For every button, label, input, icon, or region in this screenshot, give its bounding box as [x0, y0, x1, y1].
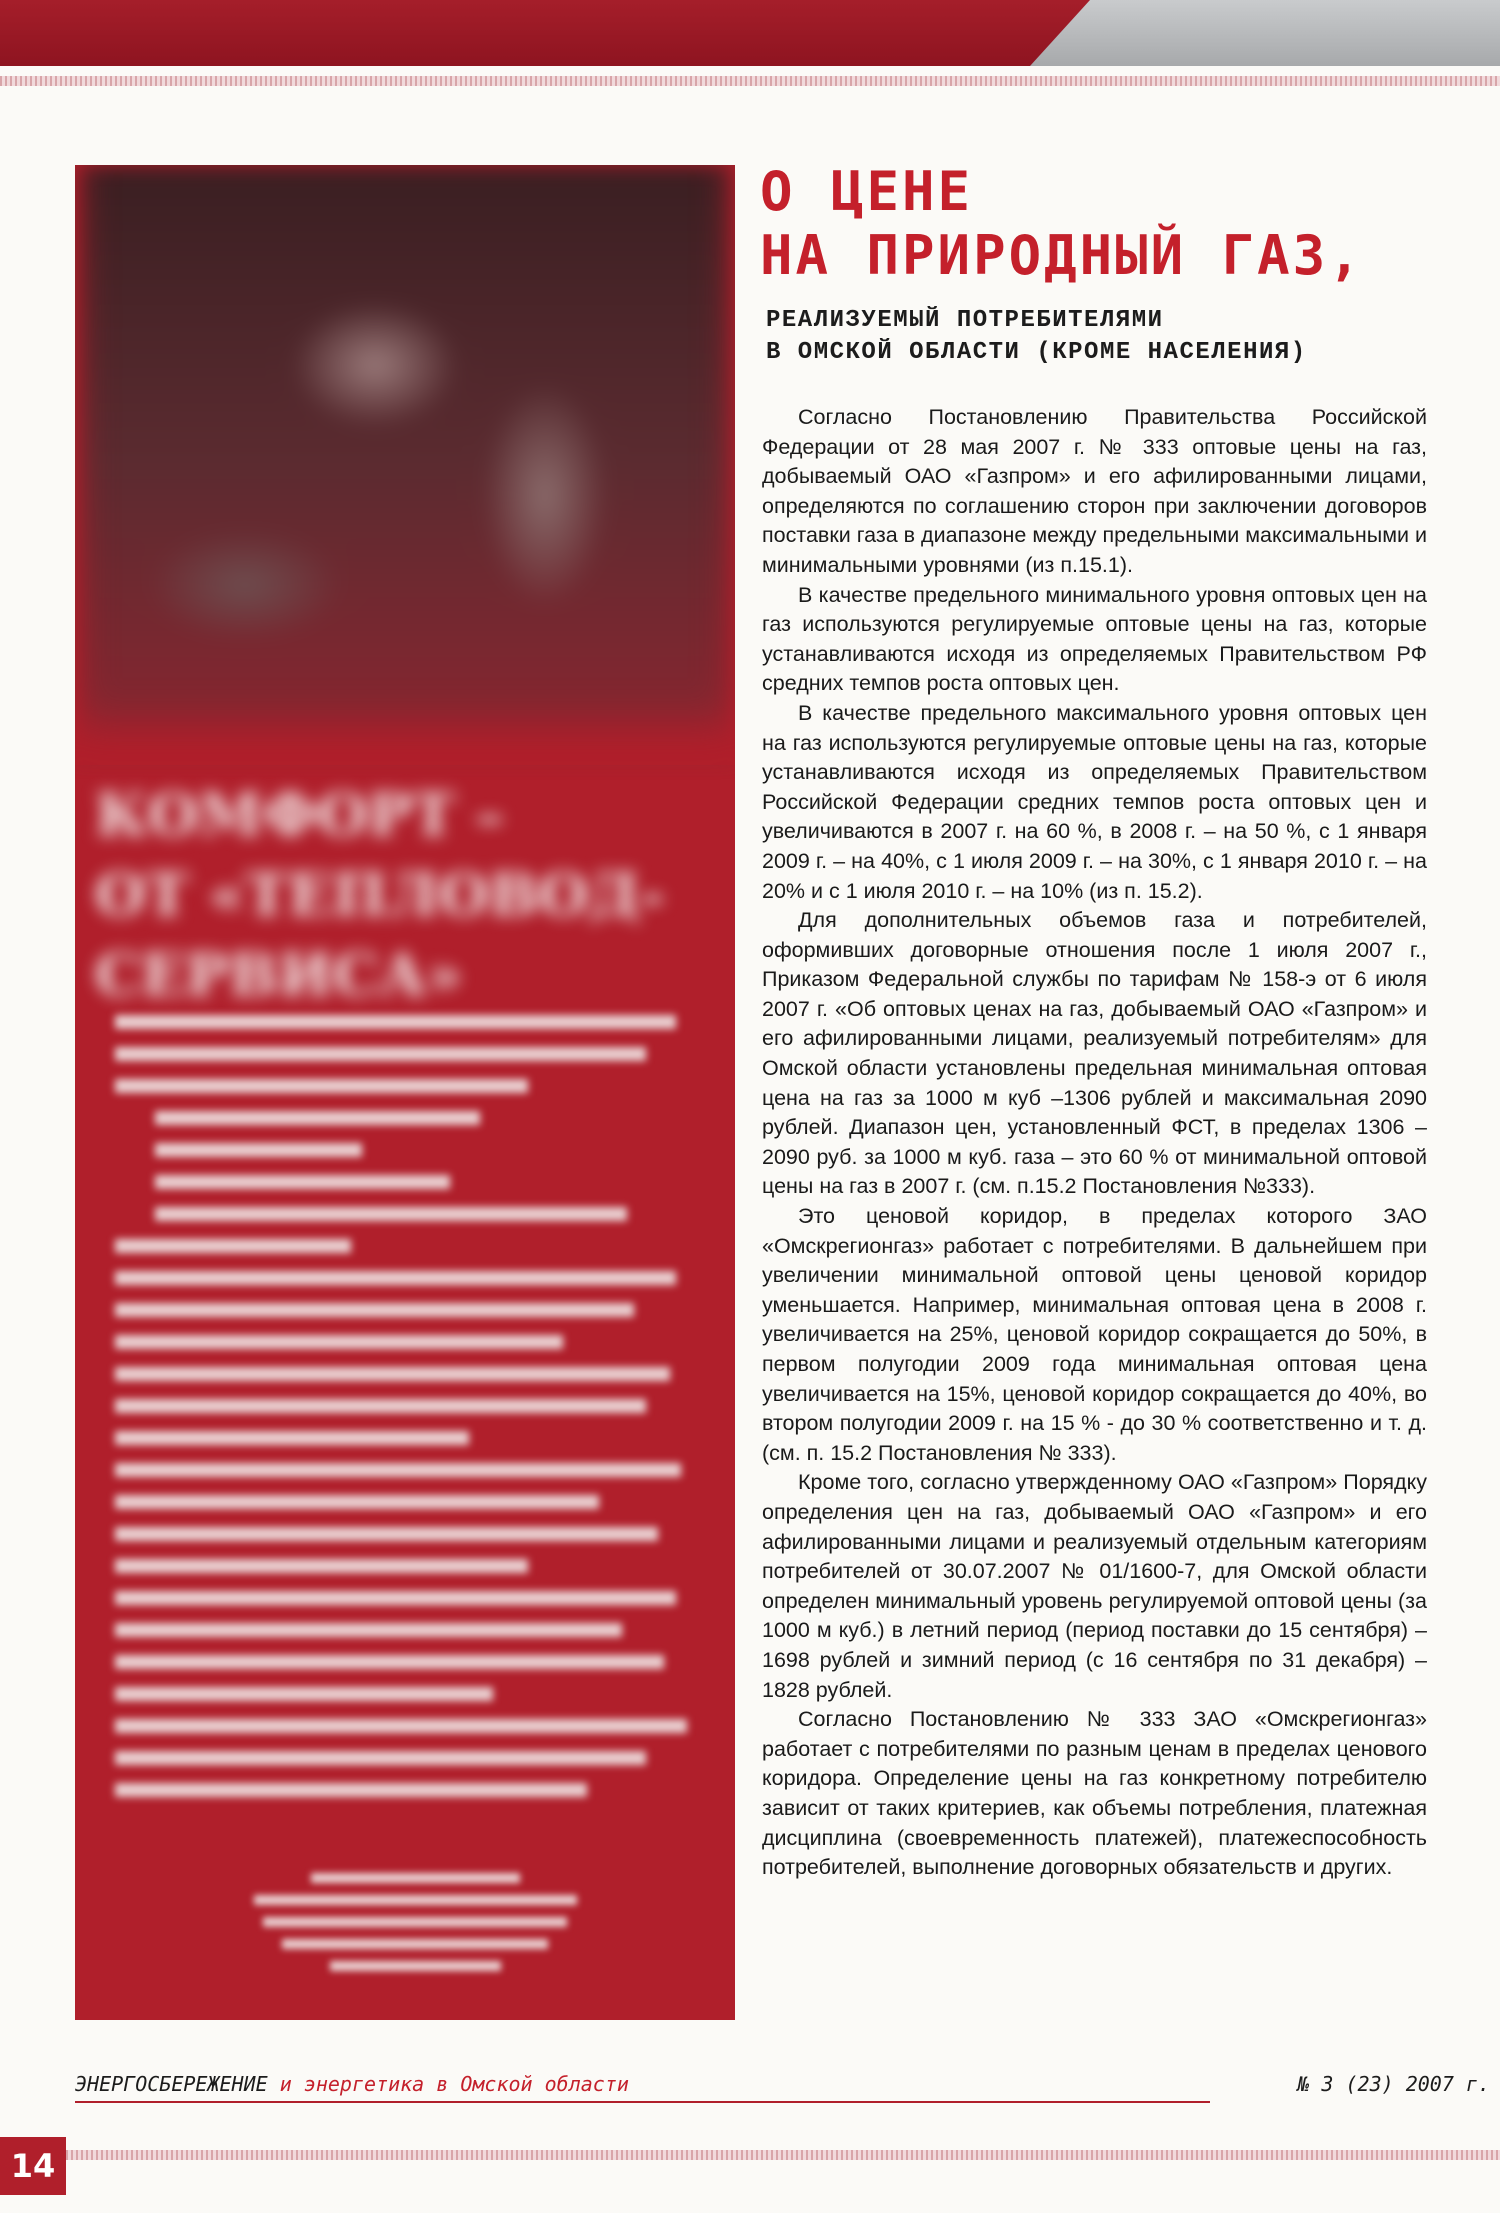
article-subtitle — [766, 305, 1466, 369]
advertisement-photo-fade — [75, 165, 735, 765]
advertisement-headline-line: КОМФОРТ – — [95, 781, 505, 849]
advertisement-headline-line: ОТ «ТЕПЛОВОД- — [95, 861, 665, 929]
advertisement-headline-line: СЕРВИСА» — [95, 941, 463, 1009]
article-paragraph: Для дополнительных объемов газа и потребителей, оформивших договорные отношения после 1 июля 2007 г., Приказом Федеральной службы по тарифам № 158-э от 6 июля 2007 г. «Об оптовых ценах на газ, добываемый ОАО «Газпром» и его афилированными лицами, реализуемый потребителям» для Омской области установлены предельная минимальная оптовая цена на газ за 1000 м куб –1306 рублей и максимальная 2090 рублей. Диапазон цен, установленный ФСТ, в пределах 1306 – 2090 руб. за 1000 м куб. газа – это 60 % от минимальной оптовой цены на газ в 2007 г. (см. п.15.2 Постановления №333). — [762, 908, 1427, 1199]
article-paragraph: Согласно Постановлению Правительства Российской Федерации от 28 мая 2007 г. № 333 оптовые цены на газ, добываемый ОАО «Газпром» и его афилированными лицами, определяются по соглашению сторон при заключении договоров поставки газа в диапазоне между предельными максимальными и минимальными уровнями (из п.15.1). — [762, 405, 1427, 577]
article-title — [760, 160, 1460, 288]
article-paragraph: В качестве предельного минимального уровня оптовых цен на газ используются регулируемые оптовые цены на газ, которые устанавливаются исходя из определяемых Правительством РФ средних темпов роста оптовых цен. — [762, 582, 1427, 696]
issue-number: № 3 (23) 2007 г. — [1297, 2072, 1490, 2096]
article-subtitle-line: В ОМСКОЙ ОБЛАСТИ (КРОМЕ НАСЕЛЕНИЯ) — [766, 339, 1307, 366]
footer-divider — [75, 2101, 1210, 2103]
advertisement-contacts-blurred — [225, 1865, 605, 1983]
article-body — [762, 403, 1427, 1883]
article-paragraph: Это ценовой коридор, в пределах которого ЗАО «Омскрегионгаз» работает с потребителями. В дальнейшем при увеличении минимальной оптовой цены ценовой коридор уменьшается. Например, минимальная оптовая цена в 2008 г. увеличивается на 25%, ценовой коридор сокращается до 50%, в первом полугодии 2009 года минимальная оптовая цена увеличивается на 15%, ценовой коридор сокращается до 40%, во втором полугодии 2009 г. на 15 % - до 30 % соответственно и т. д. (см. п. 15.2 Постановления № 333). — [762, 1204, 1427, 1465]
journal-name-accent: и энергетика в Омской области — [279, 2072, 629, 2096]
article-title-line: О ЦЕНЕ — [760, 160, 974, 223]
article-title-line: НА ПРИРОДНЫЙ ГАЗ, — [760, 224, 1364, 287]
top-decorative-stripe — [0, 76, 1500, 86]
article-paragraph: В качестве предельного максимального уровня оптовых цен на газ используются регулируемые оптовые цены на газ, которые устанавливаются исходя из определяемых Правительством Российской Федерации средних темпов роста оптовых цен и увеличиваются в 2007 г. на 60 %, в 2008 г. – на 50 %, с 1 января 2009 г. – на 40%, с 1 июля 2009 г. – на 30%, с 1 января 2010 г. – на 20% и с 1 июля 2010 г. – на 10% (из п. 15.2). — [762, 700, 1427, 903]
advertisement-headline — [95, 775, 715, 1015]
journal-name — [75, 2072, 629, 2096]
page-number: 14 — [0, 2137, 66, 2195]
article-subtitle-line: РЕАЛИЗУЕМЫЙ ПОТРЕБИТЕЛЯМИ — [766, 307, 1164, 334]
article-paragraph: Согласно Постановлению № 333 ЗАО «Омскрегионгаз» работает с потребителями по разным ценам в пределах ценового коридора. Определение цены на газ конкретному потребителю зависит от таких критериев, как объемы потребления, платежная дисциплина (своевременность платежей), платежеспособность потребителей, выполнение договорных обязательств и других. — [762, 1707, 1427, 1880]
advertisement-block — [75, 165, 735, 2020]
advertisement-body-blurred — [115, 1005, 705, 1815]
article-paragraph: Кроме того, согласно утвержденному ОАО «Газпром» Порядку определения цен на газ, добываемый ОАО «Газпром» и его афилированными лицами и реализуемый отдельным категориям потребителей от 30.07.2007 № 01/1600-7, для Омской области определен минимальный уровень регулируемой оптовой цены (за 1000 м куб.) в летний период (период поставки до 15 сентября) – 1698 рублей и зимний период (с 16 сентября по 31 декабря) – 1828 рублей. — [762, 1470, 1427, 1702]
journal-name-main: ЭНЕРГОСБЕРЕЖЕНИЕ — [75, 2072, 268, 2096]
bottom-decorative-stripe — [66, 2150, 1500, 2160]
top-corner-gray-block — [1030, 0, 1500, 66]
